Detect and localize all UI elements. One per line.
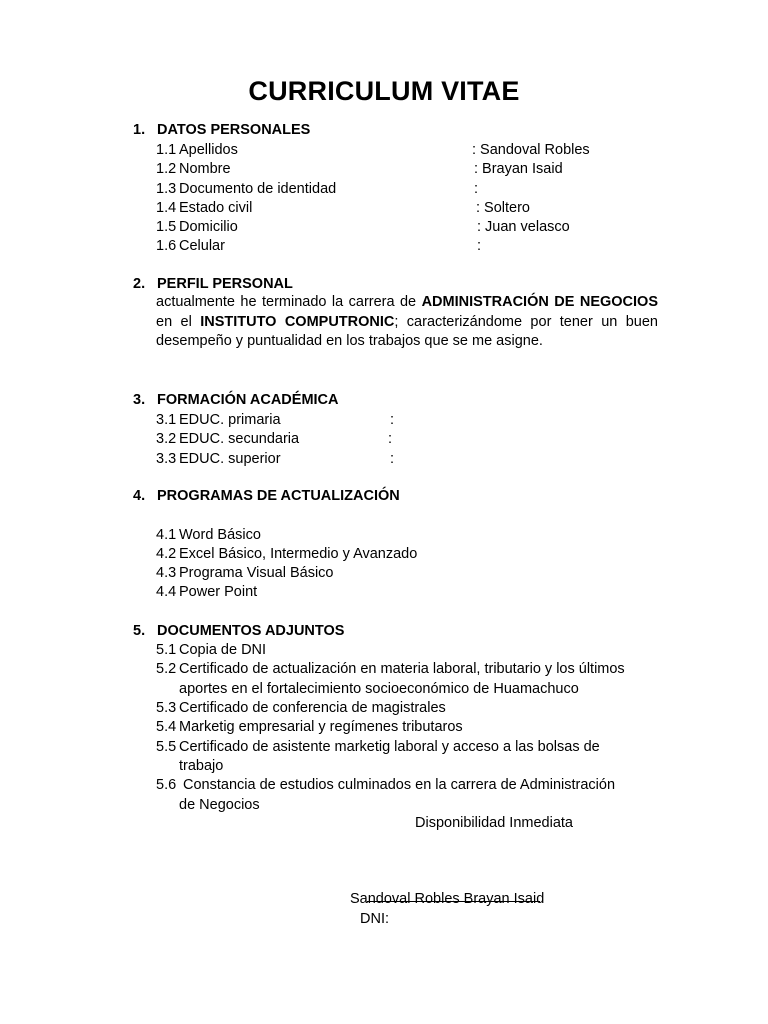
item-number: 5.6 <box>156 777 177 793</box>
item-number: 5.5 <box>156 739 177 755</box>
item-number: 4.1 <box>156 527 177 543</box>
item-label: Word Básico <box>179 527 261 543</box>
section-number: 2. <box>133 276 146 292</box>
item-number: 1.3 <box>156 181 177 197</box>
section-title: FORMACIÓN ACADÉMICA <box>157 392 339 408</box>
item-label: EDUC. superior <box>179 451 281 467</box>
item-label: Excel Básico, Intermedio y Avanzado <box>179 546 418 562</box>
item-label: Marketig empresarial y regímenes tributaros <box>179 719 463 735</box>
section-title: PERFIL PERSONAL <box>157 276 293 292</box>
item-continuation: de Negocios <box>179 797 260 813</box>
item-number: 3.1 <box>156 412 177 428</box>
item-number: 5.4 <box>156 719 177 735</box>
section-title: PROGRAMAS DE ACTUALIZACIÓN <box>157 488 400 504</box>
section-title: DATOS PERSONALES <box>157 122 311 138</box>
item-label: Nombre <box>179 161 231 177</box>
section-heading-programas <box>133 488 400 504</box>
item-label: Estado civil <box>179 200 253 216</box>
section-heading-documentos-adjuntos <box>133 623 344 639</box>
item-continuation: trabajo <box>179 758 224 774</box>
document-title: CURRICULUM VITAE <box>248 76 520 106</box>
item-label: EDUC. primaria <box>179 412 281 428</box>
item-value: : <box>390 412 395 428</box>
item-value: : <box>390 451 395 467</box>
item-value: : <box>388 431 393 447</box>
profile-career: ADMINISTRACIÓN DE NEGOCIOS <box>421 294 658 310</box>
section-number: 1. <box>133 122 146 138</box>
item-number: 5.2 <box>156 661 177 677</box>
item-value: : Soltero <box>476 200 530 216</box>
section-heading-formacion-academica <box>133 392 339 408</box>
item-number: 3.3 <box>156 451 177 467</box>
item-continuation: aportes en el fortalecimiento socioeconómico de Huamachuco <box>179 681 579 697</box>
item-number: 3.2 <box>156 431 177 447</box>
item-number: 1.4 <box>156 200 177 216</box>
availability-text: Disponibilidad Inmediata <box>415 815 573 831</box>
profile-text: ; caracterizándome por tener un buen desempeño y puntualidad en los trabajos que se me asigne. <box>156 313 658 349</box>
item-number: 4.2 <box>156 546 177 562</box>
item-number: 5.3 <box>156 700 177 716</box>
profile-paragraph <box>156 293 658 352</box>
item-number: 4.3 <box>156 565 177 581</box>
section-number: 3. <box>133 392 146 408</box>
item-label: Domicilio <box>179 219 238 235</box>
item-label: EDUC. secundaria <box>179 431 300 447</box>
profile-text: en el <box>156 313 201 330</box>
item-value: : <box>477 238 482 254</box>
item-label: Power Point <box>179 584 258 600</box>
item-number: 1.6 <box>156 238 177 254</box>
profile-institute: INSTITUTO COMPUTRONIC <box>200 313 395 330</box>
item-value: : <box>474 181 479 197</box>
item-label: Certificado de conferencia de magistrales <box>179 700 446 716</box>
item-value: : Juan velasco <box>477 219 570 235</box>
item-label: Copia de DNI <box>179 642 267 658</box>
item-number: 1.1 <box>156 142 177 158</box>
item-number: 1.5 <box>156 219 177 235</box>
item-label: Constancia de estudios culminados en la carrera de Administración <box>183 777 616 793</box>
item-value: : Brayan Isaid <box>474 161 563 177</box>
item-label: Programa Visual Básico <box>179 565 334 581</box>
item-label: Apellidos <box>179 142 238 158</box>
signature-dni: DNI: <box>360 911 389 927</box>
section-heading-datos-personales <box>133 122 310 138</box>
item-label: Certificado de actualización en materia laboral, tributario y los últimos <box>179 661 625 677</box>
section-heading-perfil-personal <box>133 276 293 292</box>
signature-name: Sandoval Robles Brayan Isaid <box>350 891 545 907</box>
profile-text: actualmente he terminado la carrera de <box>156 294 422 310</box>
item-label: Celular <box>179 238 225 254</box>
item-number: 4.4 <box>156 584 177 600</box>
section-number: 5. <box>133 623 146 639</box>
signature-line <box>367 901 540 902</box>
item-label: Documento de identidad <box>179 181 337 197</box>
item-value: : Sandoval Robles <box>472 142 590 158</box>
item-number: 1.2 <box>156 161 177 177</box>
item-label: Certificado de asistente marketig laboral y acceso a las bolsas de <box>179 739 600 755</box>
section-number: 4. <box>133 488 146 504</box>
item-number: 5.1 <box>156 642 177 658</box>
section-title: DOCUMENTOS ADJUNTOS <box>157 623 345 639</box>
